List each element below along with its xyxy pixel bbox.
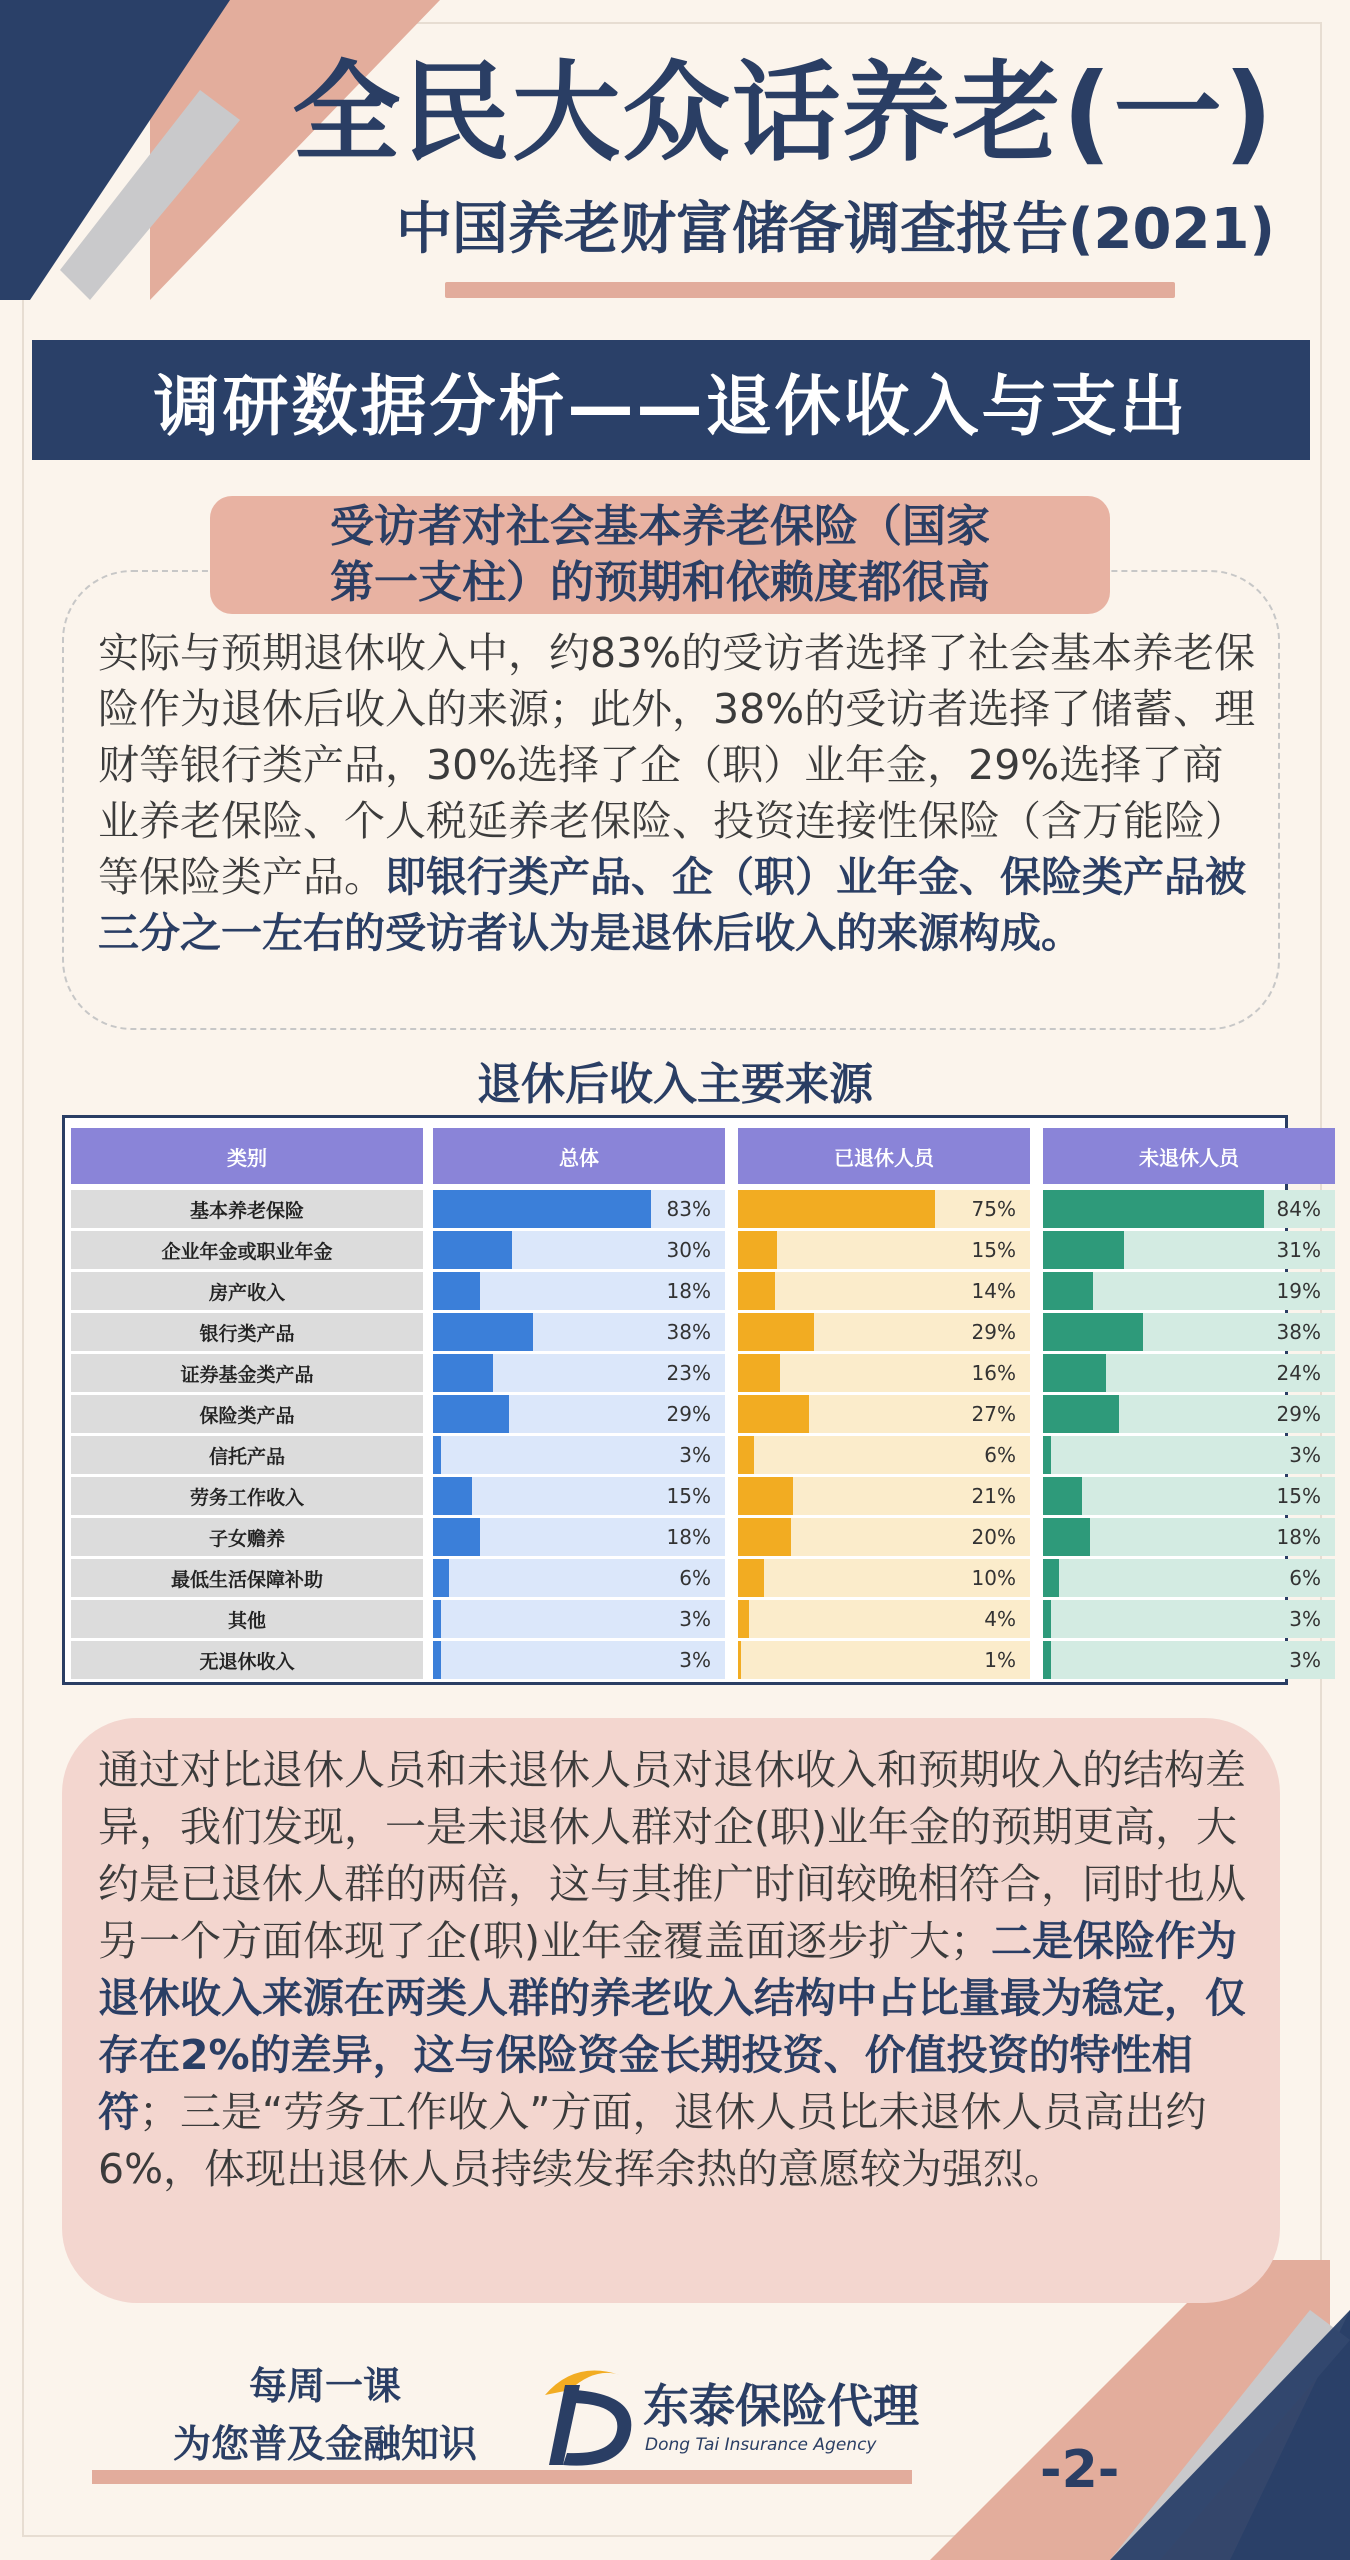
data-bar <box>433 1395 509 1433</box>
data-label: 29% <box>666 1402 711 1426</box>
data-label: 6% <box>1289 1566 1321 1590</box>
data-label: 38% <box>1276 1320 1321 1344</box>
data-label: 18% <box>1276 1525 1321 1549</box>
row-category: 信托产品 <box>71 1436 423 1474</box>
table-cell <box>433 1313 725 1351</box>
callout-heading <box>210 496 1110 614</box>
table-cell <box>1043 1436 1335 1474</box>
data-bar <box>433 1436 441 1474</box>
data-label: 23% <box>666 1361 711 1385</box>
table-cell <box>738 1600 1030 1638</box>
page-number: -2- <box>1040 2440 1120 2500</box>
column-header-series-2: 未退休人员 <box>1043 1128 1335 1184</box>
table-cell <box>738 1313 1030 1351</box>
callout-line-2: 第一支柱）的预期和依赖度都很高 <box>330 557 990 608</box>
row-category: 银行类产品 <box>71 1313 423 1351</box>
row-category: 劳务工作收入 <box>71 1477 423 1515</box>
paragraph-income-sources <box>98 625 1258 961</box>
data-bar <box>1043 1395 1119 1433</box>
row-category: 基本养老保险 <box>71 1190 423 1228</box>
table-cell <box>433 1436 725 1474</box>
table-cell <box>1043 1600 1335 1638</box>
paragraph2-emphasis: 二是保险作为退休收入来源在两类人群的养老收入结构中占比量最为稳定，仅存在2%的差异，这与保险资金长期投资、价值投资的特性相符 <box>98 1917 1246 2136</box>
paragraph-comparison <box>98 1742 1263 2198</box>
data-bar <box>1043 1436 1051 1474</box>
data-label: 75% <box>971 1197 1016 1221</box>
data-bar <box>738 1190 935 1228</box>
slogan <box>140 2357 510 2473</box>
data-bar <box>738 1436 754 1474</box>
data-label: 29% <box>1276 1402 1321 1426</box>
column-header-series-1: 已退休人员 <box>738 1128 1030 1184</box>
data-bar <box>1043 1313 1143 1351</box>
table-cell <box>1043 1354 1335 1392</box>
data-bar <box>738 1559 764 1597</box>
title-underline <box>445 282 1175 298</box>
data-bar <box>738 1600 749 1638</box>
data-label: 19% <box>1276 1279 1321 1303</box>
data-bar <box>738 1354 780 1392</box>
table-cell <box>738 1272 1030 1310</box>
data-label: 4% <box>984 1607 1016 1631</box>
data-label: 83% <box>666 1197 711 1221</box>
data-bar <box>433 1231 512 1269</box>
table-cell <box>433 1231 725 1269</box>
data-bar <box>738 1477 793 1515</box>
table-cell <box>738 1641 1030 1679</box>
data-label: 6% <box>679 1566 711 1590</box>
data-bar <box>738 1641 741 1679</box>
table-cell <box>1043 1190 1335 1228</box>
company-logo <box>535 2350 919 2480</box>
row-category: 最低生活保障补助 <box>71 1559 423 1597</box>
table-cell <box>738 1231 1030 1269</box>
column-header-category: 类别 <box>71 1128 423 1184</box>
paragraph2-text-2: ；三是“劳务工作收入”方面，退休人员比未退休人员高出约6%，体现出退休人员持续发挥余热的意愿较为强烈。 <box>98 2088 1207 2193</box>
data-bar <box>433 1190 651 1228</box>
data-bar <box>1043 1354 1106 1392</box>
data-label: 27% <box>971 1402 1016 1426</box>
data-label: 24% <box>1276 1361 1321 1385</box>
table-cell <box>433 1559 725 1597</box>
data-label: 21% <box>971 1484 1016 1508</box>
table-cell <box>433 1600 725 1638</box>
row-category: 房产收入 <box>71 1272 423 1310</box>
table-cell <box>738 1190 1030 1228</box>
data-bar <box>738 1518 791 1556</box>
data-label: 30% <box>666 1238 711 1262</box>
logo-english-name: Dong Tai Insurance Agency <box>645 2435 877 2455</box>
data-bar <box>433 1641 441 1679</box>
chart-title: 退休后收入主要来源 <box>477 1059 873 1110</box>
data-bar <box>433 1313 533 1351</box>
page-title: 全民大众话养老(一) <box>292 51 1275 176</box>
income-source-table <box>62 1115 1321 1685</box>
table-cell <box>433 1272 725 1310</box>
data-label: 18% <box>666 1525 711 1549</box>
data-label: 16% <box>971 1361 1016 1385</box>
data-bar <box>1043 1477 1082 1515</box>
table-cell <box>433 1518 725 1556</box>
table-cell <box>433 1354 725 1392</box>
data-label: 3% <box>1289 1648 1321 1672</box>
slogan-line-2: 为您普及金融知识 <box>172 2422 477 2466</box>
data-bar <box>738 1272 775 1310</box>
data-label: 3% <box>679 1443 711 1467</box>
data-bar <box>433 1518 480 1556</box>
data-label: 3% <box>679 1648 711 1672</box>
paragraph1-text: 实际与预期退休收入中，约83%的受访者选择了社会基本养老保险作为退休后收入的来源；此外，38%的受访者选择了储蓄、理财等银行类产品，30%选择了企（职）业年金，29%选择了商业养老保险、个人税延养老保险、投资连接性保险（含万能险）等保险类产品。 <box>98 629 1256 901</box>
data-label: 10% <box>971 1566 1016 1590</box>
data-label: 29% <box>971 1320 1016 1344</box>
data-bar <box>738 1231 777 1269</box>
row-category: 证券基金类产品 <box>71 1354 423 1392</box>
table-cell <box>1043 1231 1335 1269</box>
table-cell <box>738 1436 1030 1474</box>
table-cell <box>433 1395 725 1433</box>
table-cell <box>1043 1559 1335 1597</box>
data-label: 31% <box>1276 1238 1321 1262</box>
table-cell <box>433 1477 725 1515</box>
data-label: 15% <box>666 1484 711 1508</box>
table-cell <box>738 1518 1030 1556</box>
table-cell <box>433 1641 725 1679</box>
data-label: 38% <box>666 1320 711 1344</box>
data-bar <box>738 1395 809 1433</box>
table-cell <box>738 1559 1030 1597</box>
column-header-series-0: 总体 <box>433 1128 725 1184</box>
page-subtitle: 中国养老财富储备调查报告(2021) <box>395 197 1275 262</box>
logo-company-name: 东泰保险代理 <box>643 2379 919 2433</box>
data-label: 3% <box>1289 1443 1321 1467</box>
data-bar <box>433 1272 480 1310</box>
table-cell <box>1043 1477 1335 1515</box>
data-bar <box>1043 1272 1093 1310</box>
data-label: 84% <box>1276 1197 1321 1221</box>
data-label: 18% <box>666 1279 711 1303</box>
table-cell <box>1043 1641 1335 1679</box>
table-cell <box>738 1395 1030 1433</box>
data-bar <box>738 1313 814 1351</box>
data-bar <box>1043 1518 1090 1556</box>
data-label: 14% <box>971 1279 1016 1303</box>
data-label: 20% <box>971 1525 1016 1549</box>
callout-line-1: 受访者对社会基本养老保险（国家 <box>330 501 990 552</box>
footer-divider <box>92 2470 912 2484</box>
table-cell <box>738 1477 1030 1515</box>
table-cell <box>738 1354 1030 1392</box>
data-bar <box>1043 1559 1059 1597</box>
data-bar <box>433 1477 472 1515</box>
data-label: 3% <box>679 1607 711 1631</box>
data-label: 15% <box>1276 1484 1321 1508</box>
data-bar <box>433 1600 441 1638</box>
row-category: 企业年金或职业年金 <box>71 1231 423 1269</box>
table-cell <box>433 1190 725 1228</box>
row-category: 保险类产品 <box>71 1395 423 1433</box>
data-bar <box>1043 1641 1051 1679</box>
paragraph2-text-1: 通过对比退休人员和未退休人员对退休收入和预期收入的结构差异，我们发现，一是未退休人群对企(职)业年金的预期更高，大约是已退休人群的两倍，这与其推广时间较晚相符合，同时也从另一个方面体现了企(职)业年金覆盖面逐步扩大； <box>98 1746 1246 1965</box>
row-category: 无退休收入 <box>71 1641 423 1679</box>
table-cell <box>1043 1518 1335 1556</box>
data-bar <box>1043 1190 1264 1228</box>
data-bar <box>1043 1600 1051 1638</box>
data-label: 6% <box>984 1443 1016 1467</box>
data-bar <box>433 1559 449 1597</box>
row-category: 子女赡养 <box>71 1518 423 1556</box>
table-cell <box>1043 1272 1335 1310</box>
data-label: 15% <box>971 1238 1016 1262</box>
data-bar <box>1043 1231 1124 1269</box>
table-cell <box>1043 1395 1335 1433</box>
data-bar <box>433 1354 493 1392</box>
data-label: 1% <box>984 1648 1016 1672</box>
dongtai-logo-icon <box>535 2355 645 2475</box>
data-label: 3% <box>1289 1607 1321 1631</box>
section-banner: 调研数据分析——退休收入与支出 <box>32 340 1310 460</box>
row-category: 其他 <box>71 1600 423 1638</box>
table-cell <box>1043 1313 1335 1351</box>
slogan-line-1: 每周一课 <box>248 2364 401 2408</box>
paragraph1-emphasis: 即银行类产品、企（职）业年金、保险类产品被三分之一左右的受访者认为是退休后收入的来源构成。 <box>98 853 1246 957</box>
